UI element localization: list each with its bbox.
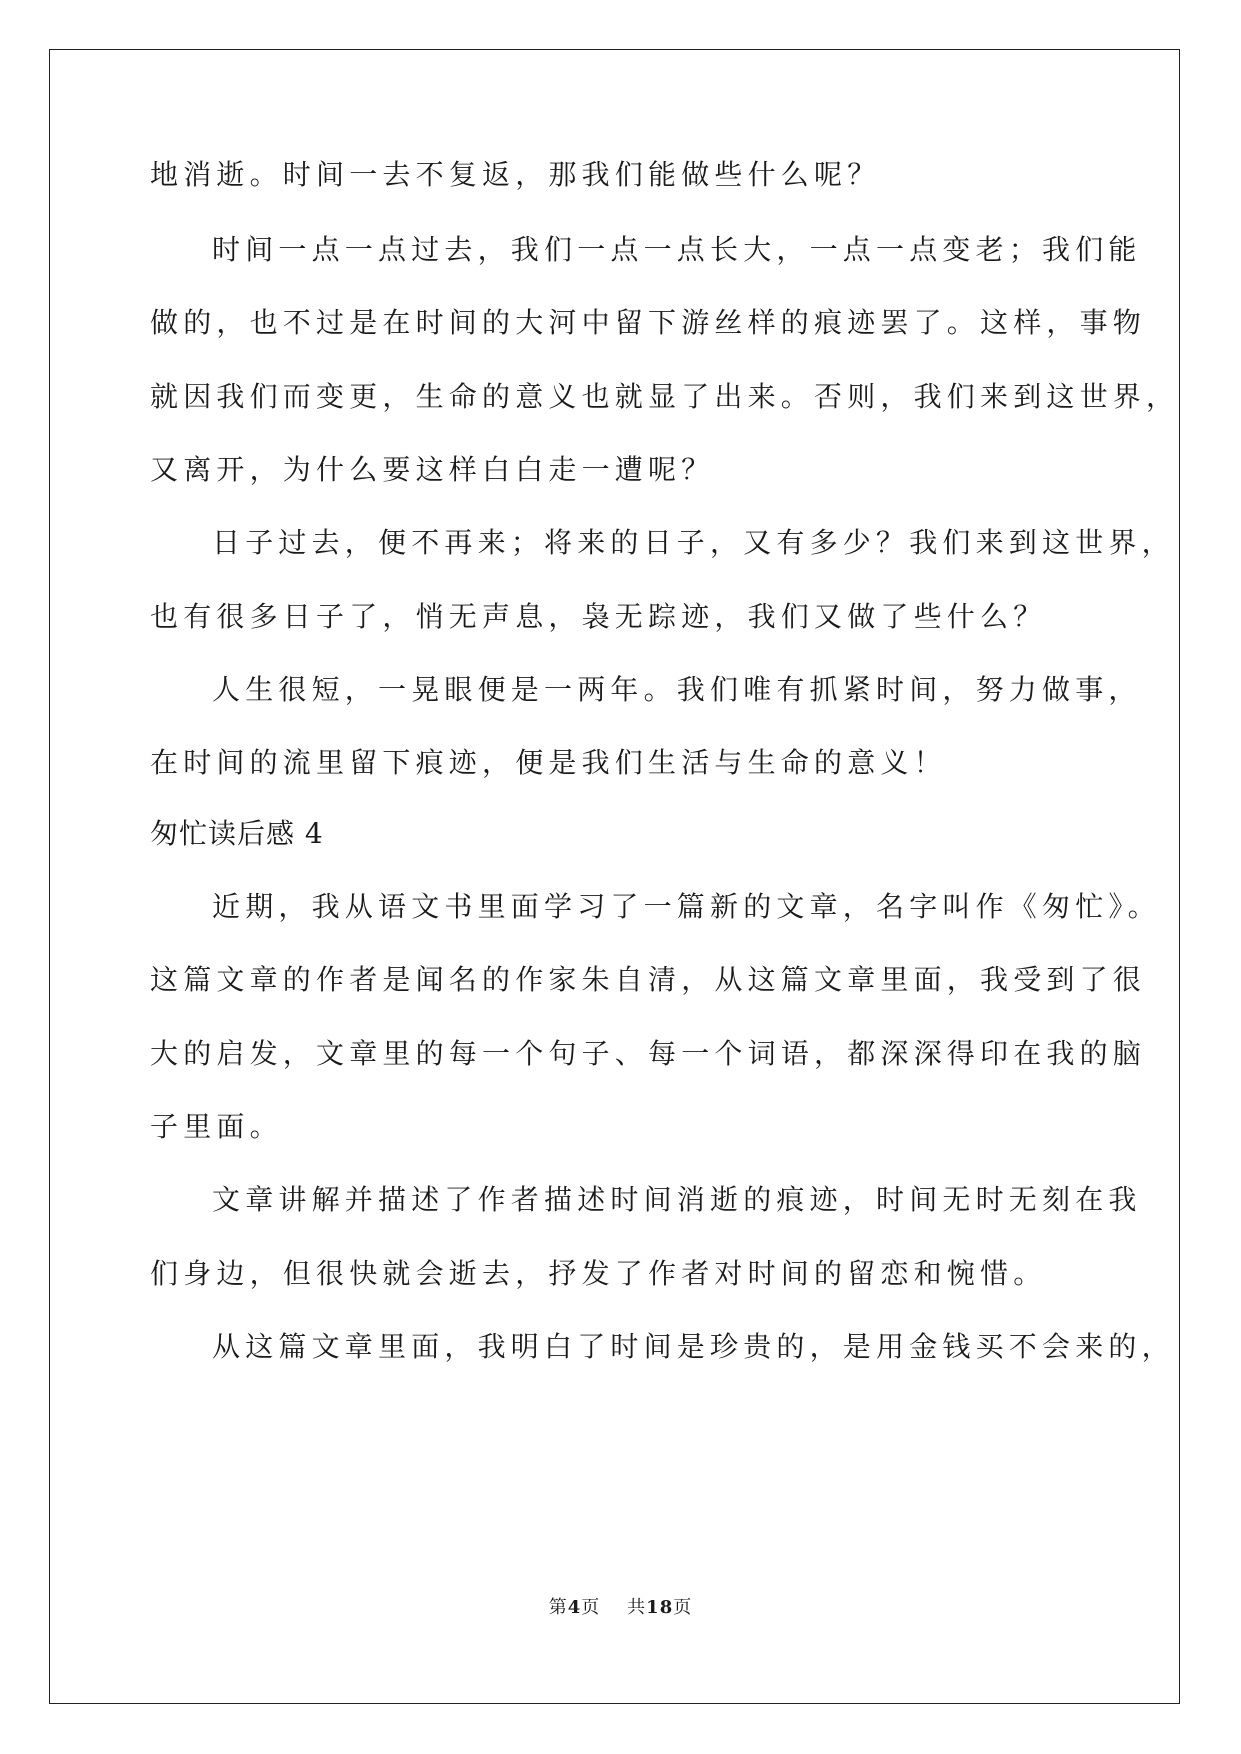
total-pages: 18 (646, 1597, 674, 1618)
paragraph-line: 在时间的流里留下痕迹，便是我们生活与生命的意义！ (150, 746, 947, 779)
paragraph-line: 从这篇文章里面，我明白了时间是珍贵的，是用金钱买不会来的， (212, 1330, 1175, 1363)
section-heading: 匆忙读后感 4 (150, 817, 324, 850)
paragraph-line: 文章讲解并描述了作者描述时间消逝的痕迹，时间无时无刻在我 (212, 1183, 1142, 1216)
paragraph-line: 们身边，但很快就会逝去，抒发了作者对时间的留恋和惋惜。 (150, 1257, 1047, 1290)
paragraph-line: 就因我们而变更，生命的意义也就显了出来。否则，我们来到这世界， (150, 380, 1180, 413)
paragraph-line: 日子过去，便不再来；将来的日子，又有多少？我们来到这世界， (212, 526, 1175, 559)
page-footer (0, 1596, 1241, 1620)
page-prefix: 第 (548, 1597, 568, 1618)
paragraph-line: 也有很多日子了，悄无声息，袅无踪迹，我们又做了些什么？ (150, 600, 1047, 633)
total-prefix: 共 (627, 1597, 647, 1618)
paragraph-line: 子里面。 (150, 1110, 283, 1143)
paragraph-line: 近期，我从语文书里面学习了一篇新的文章，名字叫作《匆忙》。 (212, 890, 1161, 923)
paragraph-line: 大的启发，文章里的每一个句子、每一个词语，都深深得印在我的脑 (150, 1037, 1147, 1070)
paragraph-line: 做的，也不过是在时间的大河中留下游丝样的痕迹罢了。这样，事物 (150, 306, 1147, 339)
total-suffix: 页 (673, 1597, 693, 1618)
paragraph-line: 又离开，为什么要这样白白走一遭呢？ (150, 453, 715, 486)
paragraph-line: 地消逝。时间一去不复返，那我们能做些什么呢？ (150, 158, 881, 191)
paragraph-line: 人生很短，一晃眼便是一两年。我们唯有抓紧时间，努力做事， (212, 673, 1142, 706)
page-border (49, 49, 1180, 1704)
page-suffix: 页 (581, 1597, 601, 1618)
paragraph-line: 这篇文章的作者是闻名的作家朱自清，从这篇文章里面，我受到了很 (150, 963, 1147, 996)
page-number: 4 (567, 1597, 582, 1618)
paragraph-line: 时间一点一点过去，我们一点一点长大，一点一点变老；我们能 (212, 233, 1142, 266)
